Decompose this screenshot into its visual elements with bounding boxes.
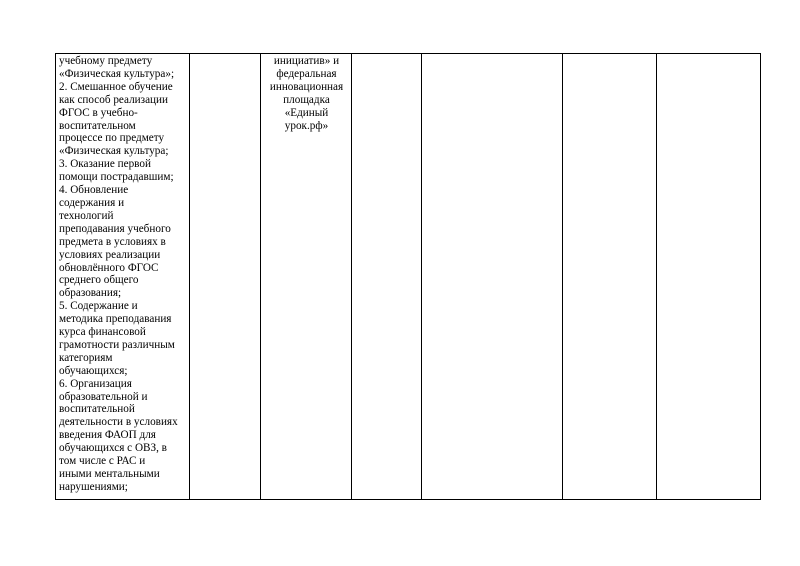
cell-line: категориям bbox=[59, 351, 113, 364]
cell-line: инновационная bbox=[269, 80, 344, 93]
cell-line: условиях реализации bbox=[59, 248, 161, 261]
cell-line: иными ментальными bbox=[59, 468, 160, 480]
cell-line: введения ФАОП для bbox=[59, 429, 156, 442]
cell-line: ФГОС в учебно- bbox=[59, 106, 138, 119]
cell-line: технологий bbox=[59, 209, 114, 222]
cell-line: методика преподавания bbox=[59, 313, 172, 326]
table-cell-empty bbox=[422, 54, 563, 500]
cell-line: деятельности в условиях bbox=[59, 416, 178, 429]
cell-line: «Физическая культура; bbox=[59, 145, 169, 158]
cell-line: учебному предмету bbox=[59, 55, 153, 67]
cell-line: воспитательной bbox=[59, 403, 135, 416]
cell-line: помощи пострадавшим; bbox=[59, 171, 174, 184]
cell-line: урок.рф» bbox=[284, 119, 329, 132]
table-cell-empty bbox=[563, 54, 657, 500]
cell-line: как способ реализации bbox=[59, 93, 169, 106]
cell-line: содержания и bbox=[59, 196, 125, 209]
cell-line: воспитательном bbox=[59, 119, 136, 132]
table-cell-course-topics bbox=[56, 54, 190, 500]
cell-line: 2. Смешанное обучение bbox=[59, 80, 173, 93]
cell-line: нарушениями; bbox=[59, 480, 128, 493]
cell-line: 4. Обновление bbox=[59, 184, 129, 197]
cell-line: образования; bbox=[59, 287, 122, 300]
cell-line: обновлённого ФГОС bbox=[59, 261, 159, 274]
cell-line: обучающихся; bbox=[59, 364, 128, 377]
cell-line: федеральная bbox=[276, 67, 337, 80]
cell-line: «Физическая культура»; bbox=[59, 67, 175, 80]
table-cell-empty bbox=[657, 54, 761, 500]
cell-line: обучающихся с ОВЗ, в bbox=[59, 442, 167, 455]
cell-line: среднего общего bbox=[59, 274, 139, 287]
document-table bbox=[55, 53, 761, 500]
cell-line: процессе по предмету bbox=[59, 132, 165, 145]
table-cell-empty bbox=[190, 54, 261, 500]
cell-line: площадка bbox=[283, 93, 330, 106]
cell-line: преподавания учебного bbox=[59, 222, 171, 235]
table-cell-empty bbox=[352, 54, 422, 500]
cell-line: 6. Организация bbox=[59, 377, 132, 390]
cell-line: грамотности различным bbox=[59, 338, 175, 351]
cell-line: «Единый bbox=[284, 106, 329, 119]
cell-line: инициатив» и bbox=[273, 55, 340, 67]
cell-line: 3. Оказание первой bbox=[59, 158, 151, 171]
cell-line: том числе с РАС и bbox=[59, 455, 146, 468]
cell-line: образовательной и bbox=[59, 390, 148, 403]
table-cell-platform bbox=[261, 54, 352, 500]
cell-line: предмета в условиях в bbox=[59, 235, 166, 248]
table-row bbox=[56, 54, 761, 500]
cell-line: курса финансовой bbox=[59, 326, 146, 339]
cell-line: 5. Содержание и bbox=[59, 300, 138, 313]
